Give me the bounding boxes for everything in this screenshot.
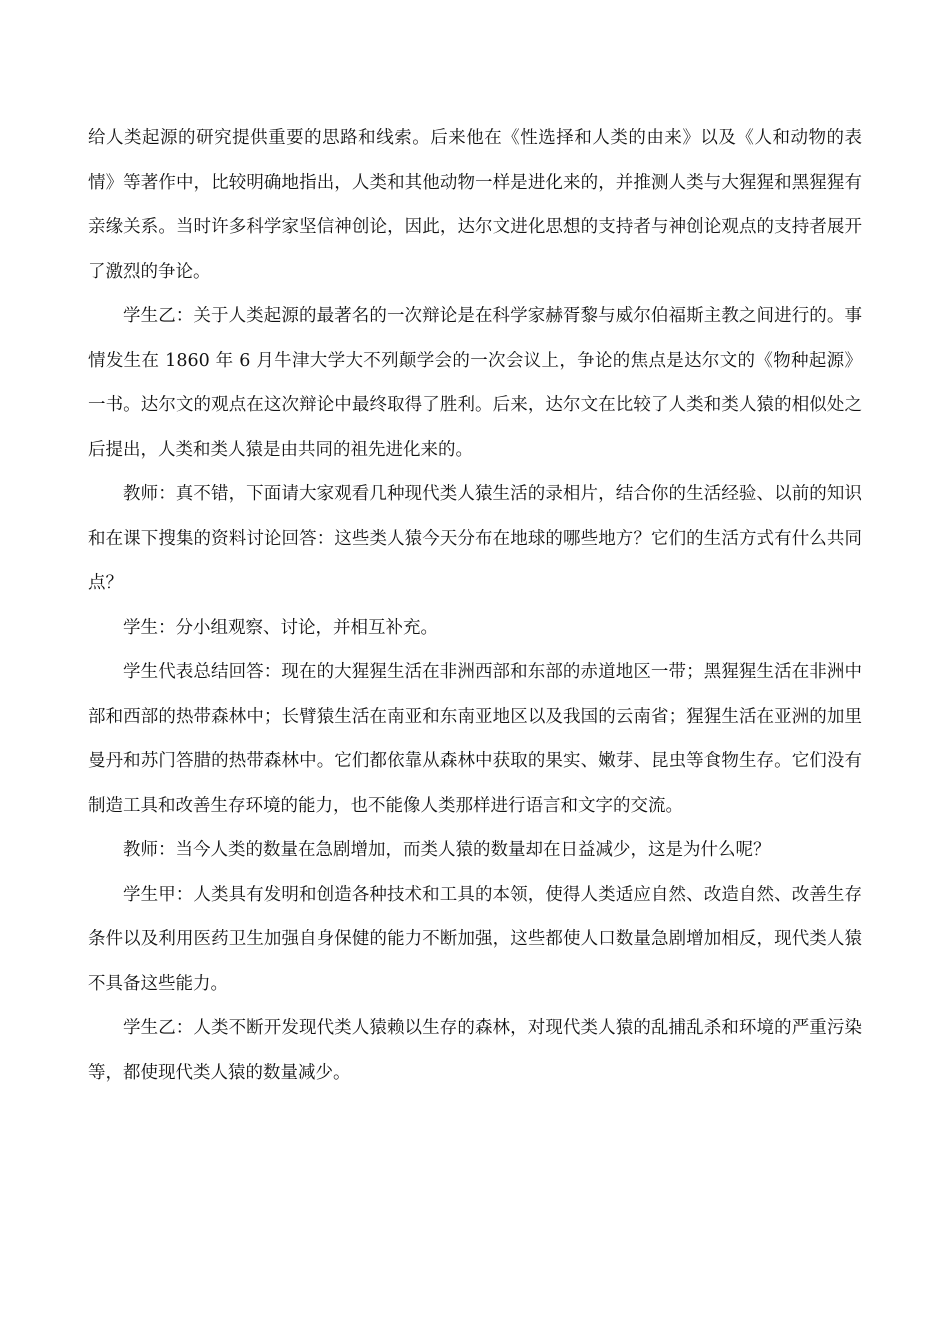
paragraph-students-discuss: 学生：分小组观察、讨论，并相互补充。 [123, 617, 438, 638]
paragraph-teacher-video-question: 教师：真不错，下面请大家观看几种现代类人猿生活的录相片，结合你的生活经验、以前的知识和在课下搜集的资料讨论回答：这些类人猿今天分布在地球的哪些地方？它们的生活方式有什么共同点？ [88, 484, 862, 593]
paragraph-darwin-continuation: 给人类起源的研究提供重要的思路和线索。后来他在《性选择和人类的由来》以及《人和动物的表情》等著作中，比较明确地指出，人类和其他动物一样是进化来的，并推测人类与大猩猩和黑猩猩有亲缘关系。当时许多科学家坚信神创论，因此，达尔文进化思想的支持者与神创论观点的支持者展开了激烈的争论。 [88, 128, 862, 282]
paragraph-student-b-debate: 学生乙：关于人类起源的最著名的一次辩论是在科学家赫胥黎与威尔伯福斯主教之间进行的。事情发生在 1860 年 6 月牛津大学大不列颠学会的一次会议上，争论的焦点是达尔文的《物种起源》一书。达尔文的观点在这次辩论中最终取得了胜利。后来，达尔文在比较了人类和类人猿的相似处之后提出，人类和类人猿是由共同的祖先进化来的。 [88, 306, 862, 460]
document-body [88, 116, 862, 1095]
paragraph-student-a-answer: 学生甲：人类具有发明和创造各种技术和工具的本领，使得人类适应自然、改造自然、改善生存条件以及利用医药卫生加强自身保健的能力不断加强，这些都使人口数量急剧增加相反，现代类人猿不具备这些能力。 [88, 884, 862, 994]
paragraph-student-representative-answer: 学生代表总结回答：现在的大猩猩生活在非洲西部和东部的赤道地区一带；黑猩猩生活在非洲中部和西部的热带森林中；长臂猿生活在南亚和东南亚地区以及我国的云南省；猩猩生活在亚洲的加里曼丹和苏门答腊的热带森林中。它们都依靠从森林中获取的果实、嫩芽、昆虫等食物生存。它们没有制造工具和改善生存环境的能力，也不能像人类那样进行语言和文字的交流。 [88, 662, 862, 816]
paragraph-student-b-answer: 学生乙：人类不断开发现代类人猿赖以生存的森林，对现代类人猿的乱捕乱杀和环境的严重污染等，都使现代类人猿的数量减少。 [88, 1018, 862, 1083]
paragraph-teacher-population-question: 教师：当今人类的数量在急剧增加，而类人猿的数量却在日益减少，这是为什么呢？ [123, 840, 771, 860]
